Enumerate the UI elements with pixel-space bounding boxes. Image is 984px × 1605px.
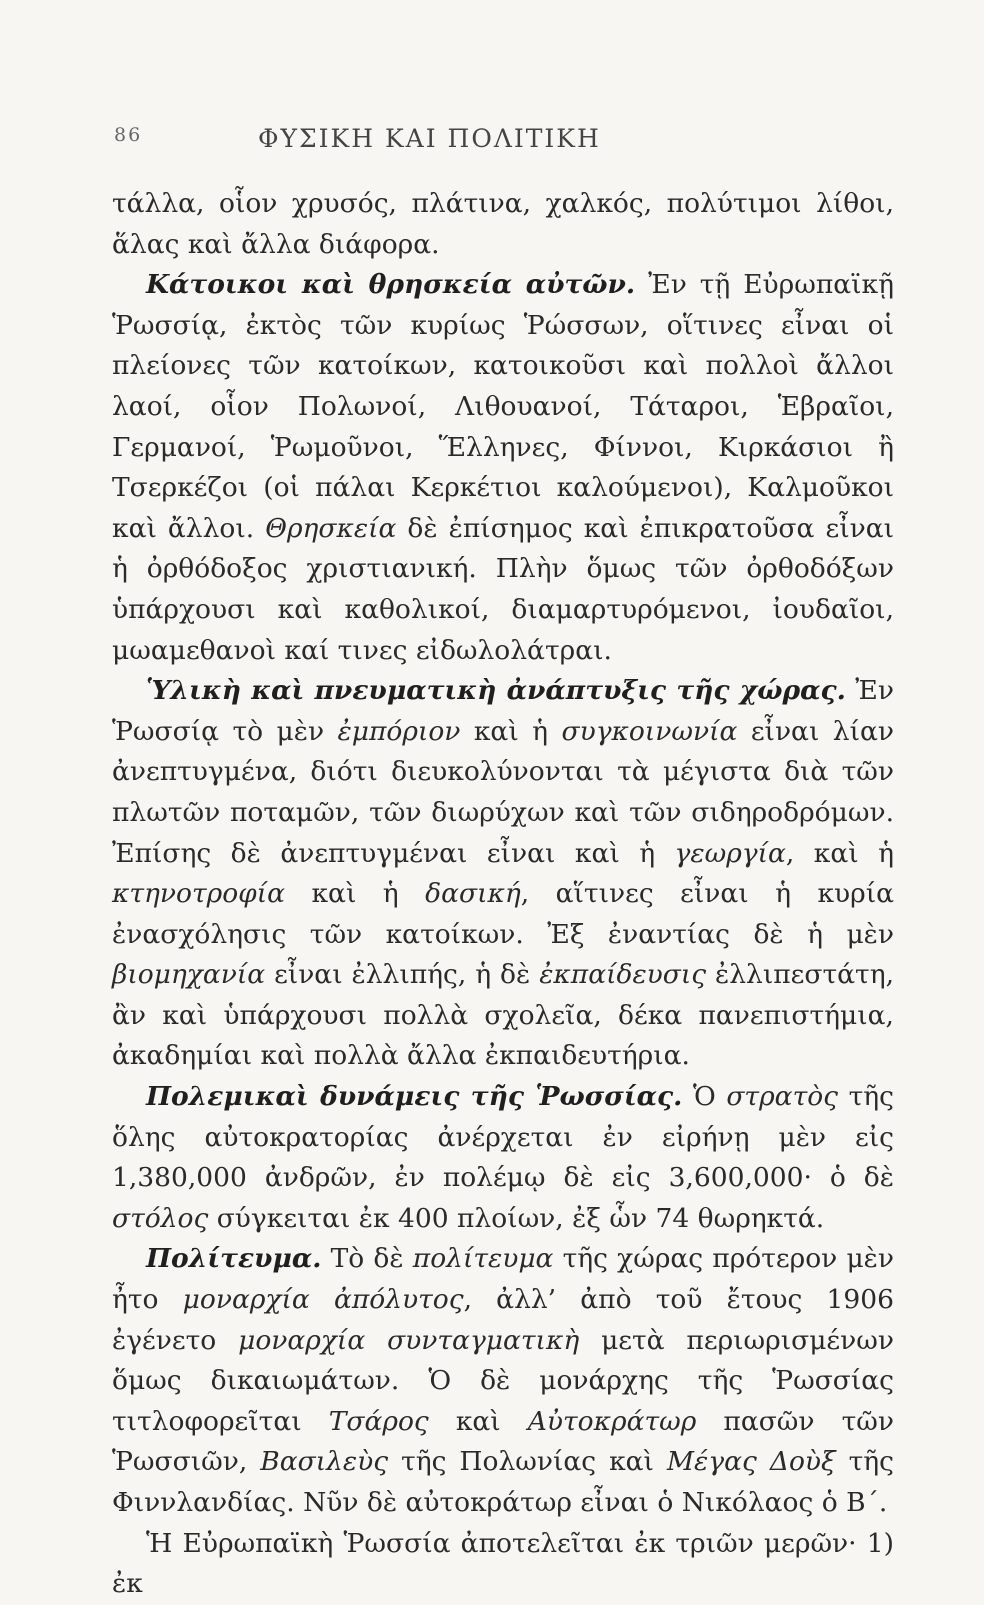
emphasized-term: γεωργία: [674, 837, 786, 869]
emphasized-term: στόλος: [112, 1202, 209, 1234]
paragraph-text: Τὸ δὲ: [321, 1243, 413, 1275]
paragraph-text: καὶ ἡ: [460, 715, 562, 747]
emphasized-term: Αὐτοκράτωρ: [527, 1405, 697, 1437]
page-number: 86: [114, 124, 143, 146]
paragraph-development: [112, 671, 894, 1077]
paragraph-text: καὶ: [428, 1405, 528, 1437]
paragraph-text: τῆς Πολωνίας καὶ: [388, 1446, 667, 1478]
section-heading: Πολεμικαὶ δυνάμεις τῆς Ῥωσσίας.: [146, 1081, 683, 1113]
paragraph-text: , αἵτινες εἶναι ἡ κυρία ἐνασχόλησις τῶν κατοίκων. Ἐξ ἐναντίας δὲ ἡ μὲν: [112, 878, 894, 950]
paragraph-continuation: [112, 184, 894, 265]
paragraph-text: , καὶ ἡ: [785, 837, 895, 869]
emphasized-term: ἐκπαίδευσις: [539, 959, 707, 991]
section-heading: Πολίτευμα.: [146, 1243, 322, 1275]
paragraph-text: , ἀλλ’ ἀπὸ τοῦ ἔτους 1906 ἐγένετο: [112, 1284, 894, 1356]
paragraph-military: [112, 1077, 894, 1239]
emphasized-term: μοναρχία ἀπόλυτος: [182, 1284, 464, 1316]
paragraph-text: καὶ ἡ: [285, 878, 426, 910]
paragraph-inhabitants: [112, 265, 894, 671]
paragraph-text: Ἐν τῇ Εὐρωπαϊκῇ Ῥωσσίᾳ, ἐκτὸς τῶν κυρίως Ῥώσσων, οἵτινες εἶναι οἱ πλείονες τῶν κατοίκων, κατοικοῦσι καὶ πολλοὶ ἄλλοι λαοί, οἷον Πολωνοί, Λιθουανοί, Τάταροι, Ἑβραῖοι, Γερμανοί, Ῥωμοῦνοι, Ἕλληνες, Φίννοι, Κιρκάσιοι ἢ Τσερκέζοι (οἱ πάλαι Κερκέτιοι καλούμενοι), Καλμοῦκοι καὶ ἄλλοι.: [112, 269, 894, 544]
emphasized-term: συγκοινωνία: [561, 715, 738, 747]
section-heading: Ὑλικὴ καὶ πνευματικὴ ἀνάπτυξις τῆς χώρας.: [146, 675, 846, 707]
running-head: [112, 118, 894, 158]
paragraph-divisions: [112, 1524, 894, 1605]
running-head-title: ΦΥΣΙΚΗ ΚΑΙ ΠΟΛΙΤΙΚΗ: [258, 124, 601, 153]
paragraph-text: Ὁ: [682, 1081, 727, 1113]
paragraph-text: μετὰ περιωρισμένων ὅμως δικαιωμάτων. Ὁ δὲ μονάρχης τῆς Ῥωσσίας τιτλοφορεῖται: [112, 1324, 894, 1437]
paragraph-polity: [112, 1239, 894, 1523]
paragraph-text: Ἡ Εὐρωπαϊκὴ Ῥωσσία ἀποτελεῖται ἐκ τριῶν μερῶν· 1) ἐκ: [112, 1527, 894, 1600]
emphasized-term: Μέγας Δοὺξ: [666, 1446, 836, 1478]
emphasized-term: κτηνοτροφία: [112, 878, 286, 910]
emphasized-term: ἐμπόριον: [337, 715, 461, 747]
section-heading: Κάτοικοι καὶ θρησκεία αὐτῶν.: [146, 269, 636, 301]
body-text: [112, 184, 894, 1605]
paragraph-text: Ἐν Ῥωσσίᾳ τὸ μὲν: [112, 675, 895, 747]
emphasized-term: βιομηχανία: [112, 959, 266, 991]
emphasized-term: Τσάρος: [328, 1405, 429, 1437]
paragraph-text: ἐλλιπεστάτη, ἂν καὶ ὑπάρχουσι πολλὰ σχολεῖα, δέκα πανεπιστήμια, ἀκαδημίαι καὶ πολλὰ ἄλλα ἐκπαιδευτήρια.: [112, 959, 894, 1072]
paragraph-text: τῆς ὅλης αὐτοκρατορίας ἀνέρχεται ἐν εἰρήνῃ μὲν εἰς 1,380,000 ἀνδρῶν, ἐν πολέμῳ δὲ εἰς 3,600,000· ὁ δὲ: [112, 1081, 894, 1194]
emphasized-term: Θρησκεία: [265, 512, 397, 544]
paragraph-text: εἶναι λίαν ἀνεπτυγμένα, διότι διευκολύνονται τὰ μέγιστα διὰ τῶν πλωτῶν ποταμῶν, τῶν διωρύχων καὶ τῶν σιδηροδρόμων. Ἐπίσης δὲ ἀνεπτυγμέναι εἶναι καὶ ἡ: [112, 715, 894, 869]
paragraph-text: τάλλα, οἷον χρυσός, πλάτινα, χαλκός, πολύτιμοι λίθοι, ἅλας καὶ ἄλλα διάφορα.: [112, 188, 894, 260]
emphasized-term: μοναρχία συνταγματικὴ: [238, 1324, 580, 1356]
paragraph-text: δὲ ἐπίσημος καὶ ἐπικρατοῦσα εἶναι ἡ ὀρθόδοξος χριστιανική. Πλὴν ὅμως τῶν ὀρθοδόξων ὑπάρχουσι καὶ καθολικοί, διαμαρτυρόμενοι, ἰουδαῖοι, μωαμεθανοὶ καί τινες εἰδωλολάτραι.: [112, 512, 894, 666]
paragraph-text: τῆς Φιννλανδίας. Νῦν δὲ αὐτοκράτωρ εἶναι ὁ Νικόλαος ὁ Β΄.: [112, 1446, 894, 1518]
paragraph-text: πασῶν τῶν Ῥωσσιῶν,: [112, 1405, 894, 1478]
paragraph-text: τῆς χώρας πρότερον μὲν ἦτο: [112, 1243, 895, 1316]
paragraph-text: σύγκειται ἐκ 400 πλοίων, ἐξ ὧν 74 θωρηκτά.: [208, 1202, 825, 1234]
paragraph-text: εἶναι ἐλλιπής, ἡ δὲ: [265, 959, 540, 991]
emphasized-term: Βασιλεὺς: [260, 1446, 389, 1478]
emphasized-term: στρατὸς: [726, 1081, 839, 1113]
emphasized-term: πολίτευμα: [412, 1243, 554, 1275]
emphasized-term: δασική: [425, 878, 521, 910]
